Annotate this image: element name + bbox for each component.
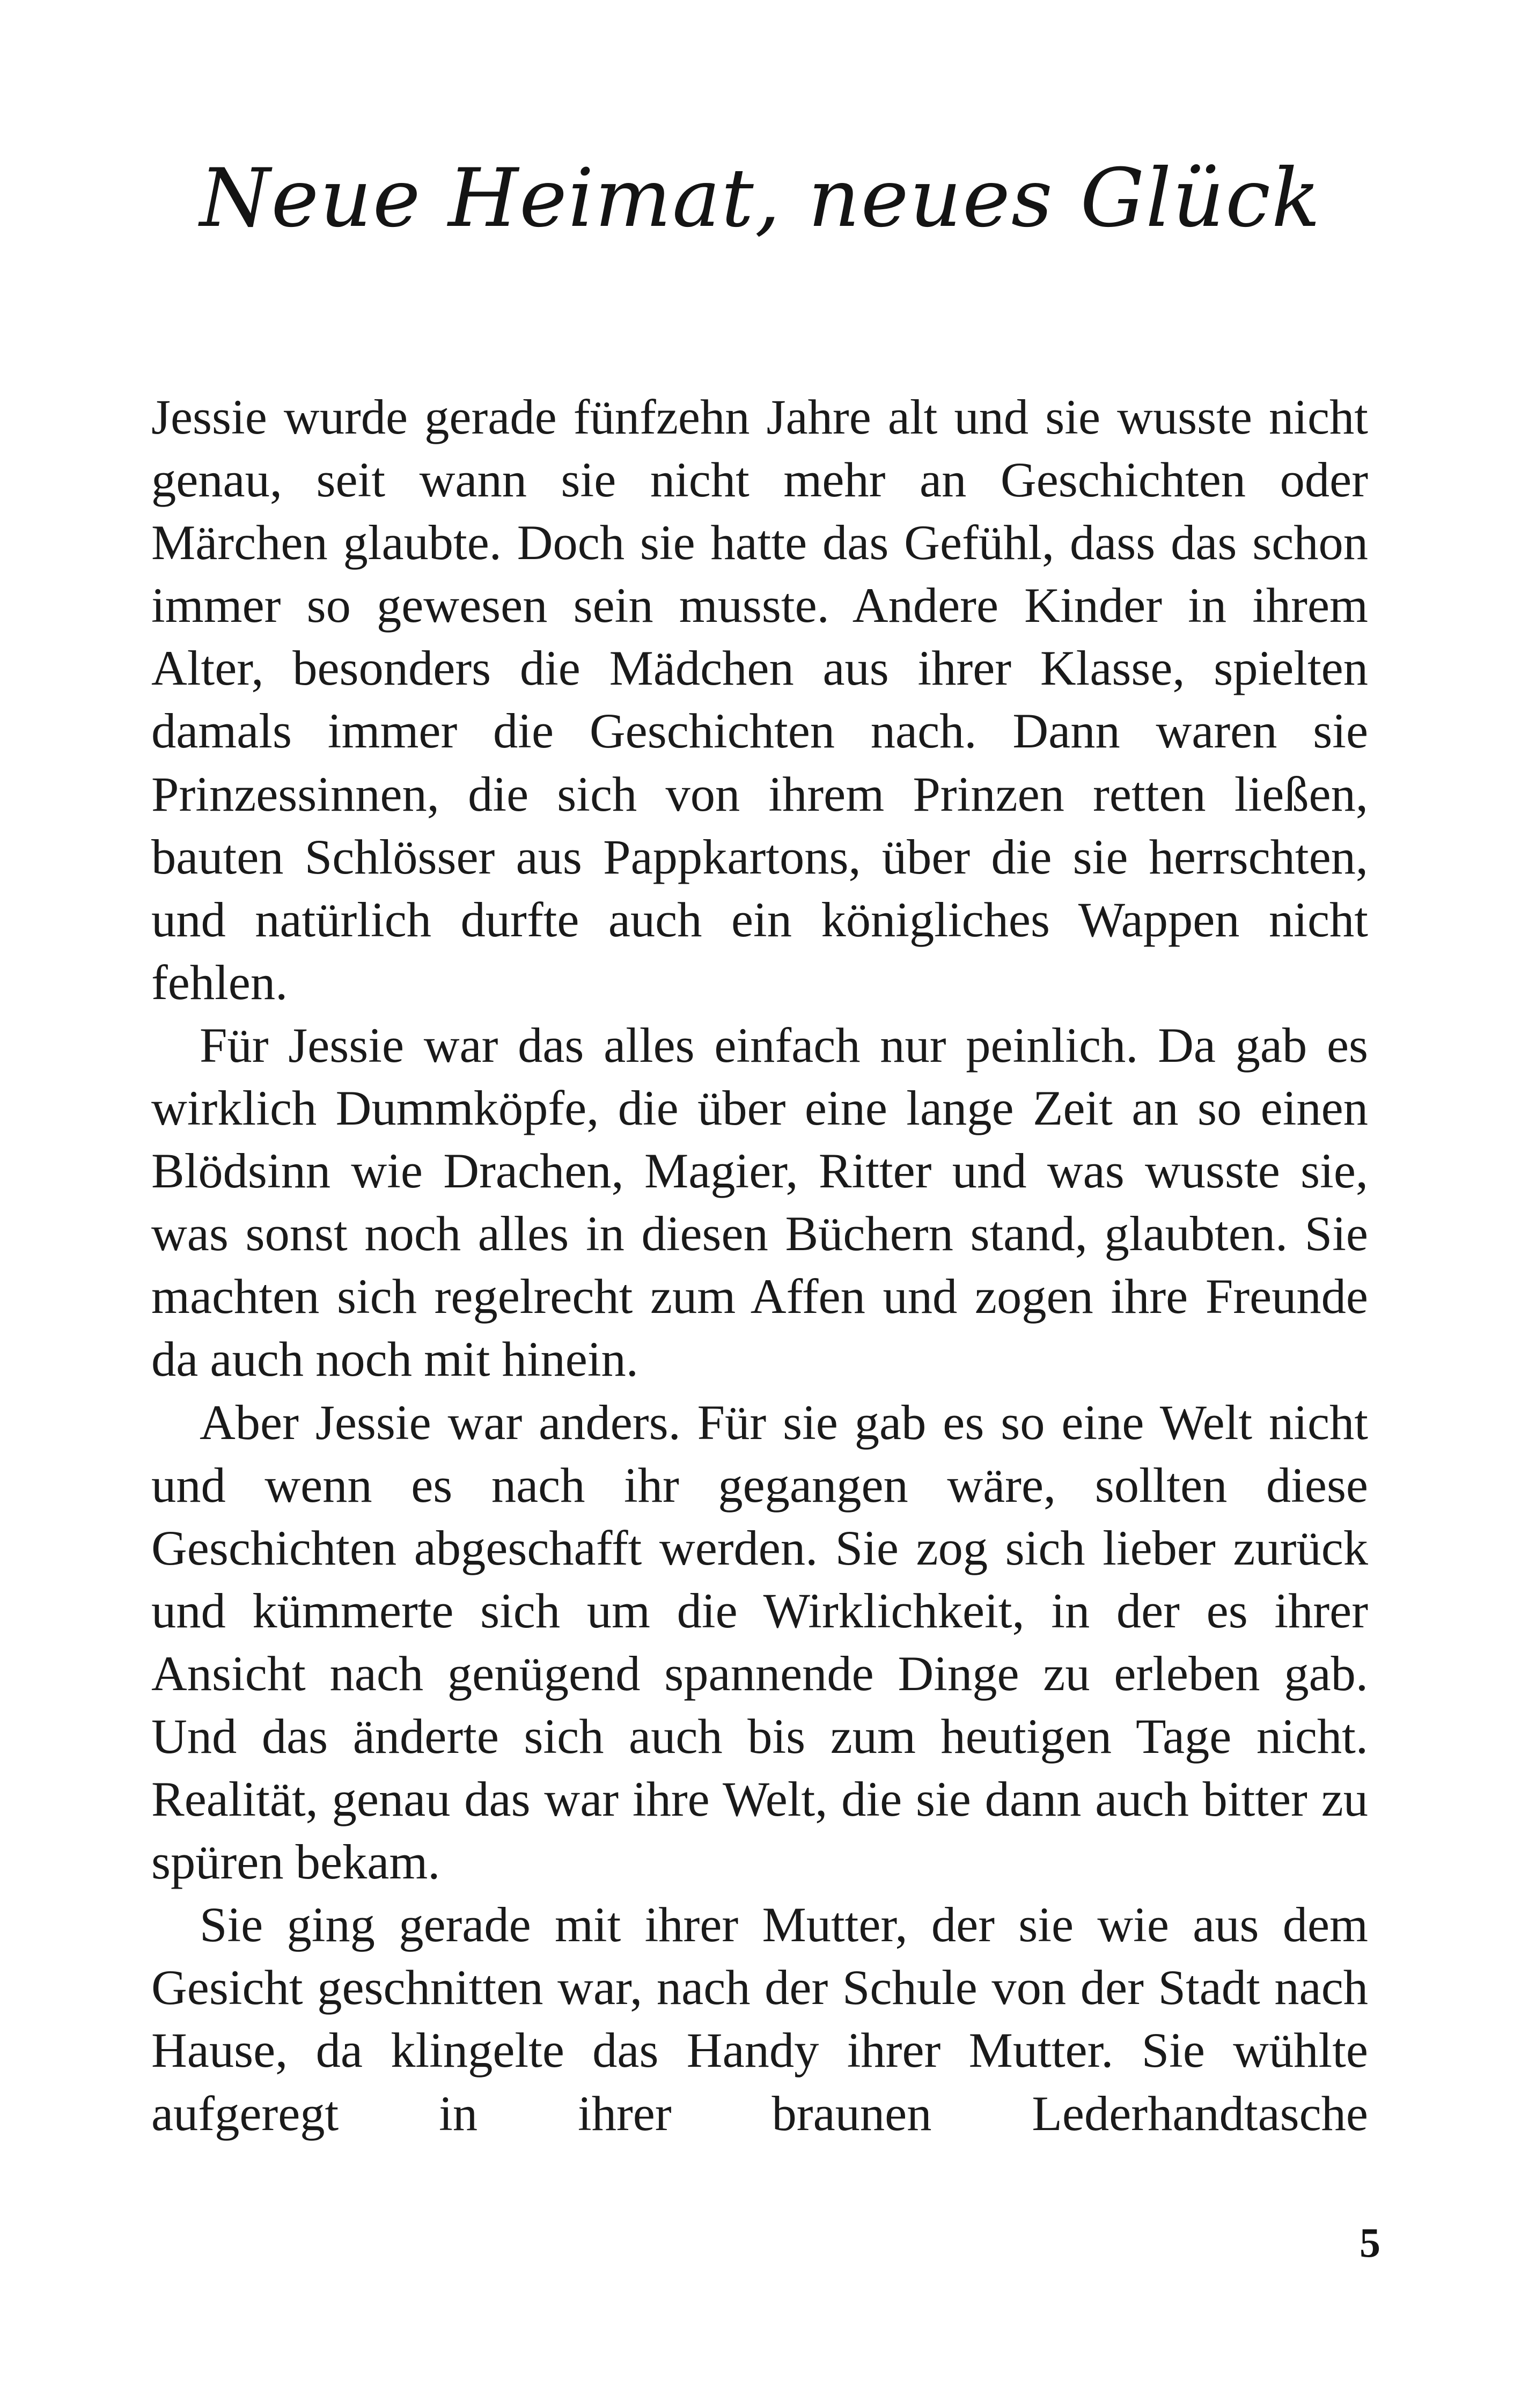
paragraph-2: Für Jessie war das alles einfach nur peinlich. Da gab es wirklich Dummköpfe, die über eine lange Zeit an so einen Blödsinn wie Drachen, Magier, Ritter und was wusste sie, was sonst noch alles in diesen Büchern stand, glaubten. Sie machten sich regelrecht zum Affen und zogen ihre Freunde da auch noch mit hinein. (151, 1018, 1368, 1387)
paragraph-3: Aber Jessie war anders. Für sie gab es so eine Welt nicht und wenn es nach ihr gegangen wäre, sollten diese Geschichten abgeschafft werden. Sie zog sich lieber zurück und kümmerte sich um die Wirklichkeit, in der es ihrer Ansicht nach genügend spannende Dinge zu erleben gab. Und das änderte sich auch bis zum heutigen Tage nicht. Realität, genau das war ihre Welt, die sie dann auch bitter zu spüren bekam. (151, 1395, 1368, 1890)
paragraph-1: Jessie wurde gerade fünfzehn Jahre alt und sie wusste nicht genau, seit wann sie nicht mehr an Geschichten oder Märchen glaubte. Doch sie hatte das Gefühl, dass das schon immer so gewesen sein musste. Andere Kinder in ihrem Alter, besonders die Mädchen aus ihrer Klasse, spielten damals immer die Geschichten nach. Dann waren sie Prinzessinnen, die sich von ihrem Prinzen retten ließen, bauten Schlösser aus Pappkartons, über die sie herrschten, und natürlich durfte auch ein königliches Wappen nicht fehlen. (151, 390, 1368, 1010)
page-number: 5 (1360, 2219, 1380, 2266)
chapter-title: Neue Heimat, neues Glück (200, 152, 1321, 245)
chapter-body (151, 386, 1368, 2146)
paragraph-4: Sie ging gerade mit ihrer Mutter, der sie wie aus dem Gesicht geschnitten war, nach der Schule von der Stadt nach Hause, da klingelte das Handy ihrer Mutter. Sie wühlte aufgeregt in ihrer braunen Lederhandtasche (151, 1898, 1368, 2141)
